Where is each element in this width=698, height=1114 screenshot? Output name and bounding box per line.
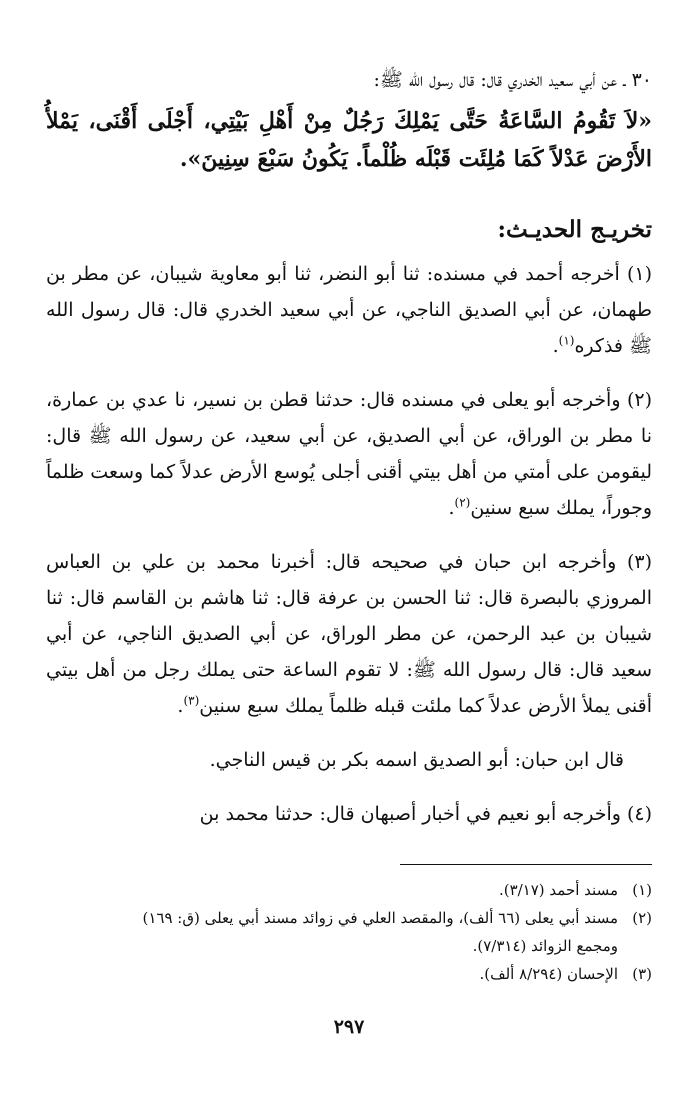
footnote-text: مسند أحمد (٣/١٧). — [498, 881, 618, 899]
hadith-quote: «لاَ تَقُومُ السَّاعَةُ حَتَّى يَمْلِكَ رَجُلٌ مِنْ أَهْلِ بَيْتِي، أَجْلَى أَقْنَى، يَمْلأُ الأَرْضَ عَدْلاً كَمَا مُلِئَت قَبْلَه ظُلْماً. يَكُونُ سَبْعَ سِنِينَ». — [46, 108, 652, 172]
footnote-1 — [46, 876, 652, 904]
section-title: تخريـج الحديـث: — [497, 216, 652, 243]
footnote-2 — [46, 904, 652, 960]
footnote-continuation: ومجمع الزوائد (٧/٣١٤). — [472, 937, 618, 955]
paragraph-text: (١) أخرجه أحمد في مسنده: ثنا أبو النضر، ثنا أبو معاوية شيبان، عن مطر بن طهمان، عن أبي الصديق الناجي، عن أبي سعيد الخدري قال: قال رسول الله ﷺ فذكره — [46, 263, 652, 357]
page-body — [46, 64, 652, 850]
footnote-3 — [46, 960, 652, 988]
ibn-hibban-note: قال ابن حبان: أبو الصديق اسمه بكر بن قيس الناجي. — [209, 749, 624, 771]
paragraph-text: (٢) وأخرجه أبو يعلى في مسنده قال: حدثنا قطن بن نسير، نا عدي بن عمارة، نا مطر بن الوراق، عن أبي الصديق، عن أبي سعيد، عن رسول الله ﷺ قال: ليقومن على أمتي من أهل بيتي أقنى أجلى يُوسع الأرض عدلاً كما وسعت ظلماً وجوراً، يملك سبع سنين — [46, 389, 652, 519]
hadith-header: ٣٠ ـ عن أبي سعيد الخدري قال: قال رسول الله ﷺ: — [373, 69, 652, 91]
takhrij-paragraph-3 — [46, 544, 652, 724]
page-number: ٢٩٧ — [333, 1016, 365, 1038]
paragraph-end: . — [448, 497, 455, 519]
footnote-text: الإحسان (٨/٢٩٤ ألف). — [479, 965, 618, 983]
paragraph-end: . — [552, 335, 559, 357]
takhrij-paragraph-4: (٤) وأخرجه أبو نعيم في أخبار أصبهان قال: حدثنا محمد بن — [199, 803, 652, 825]
takhrij-paragraph-2 — [46, 382, 652, 526]
footnote-number: (١) — [632, 881, 652, 899]
footnote-divider — [400, 864, 652, 865]
footnote-text: مسند أبي يعلى (٦٦ ألف)، والمقصد العلي في زوائد مسند أبي يعلى (ق: ١٦٩) — [142, 909, 618, 927]
footnotes — [46, 876, 652, 988]
footnote-number: (٣) — [632, 965, 652, 983]
footnote-ref-1[interactable]: (١) — [558, 333, 575, 348]
footnote-number: (٢) — [632, 909, 652, 927]
footnote-ref-2[interactable]: (٢) — [454, 495, 471, 510]
paragraph-text: (٣) وأخرجه ابن حبان في صحيحه قال: أخبرنا محمد بن علي بن العباس المروزي بالبصرة قال: ثنا الحسن بن عرفة قال: ثنا هاشم بن القاسم قال: ثنا شيبان بن عبد الرحمن، عن مطر الوراق، عن أبي الصديق الناجي، عن أبي سعيد قال: قال رسول الله ﷺ: لا تقوم الساعة حتى يملك رجل من أهل بيتي أقنى يملأ الأرض عدلاً كما ملئت قبله ظلماً يملك سبع سنين — [46, 551, 652, 717]
takhrij-paragraph-1 — [46, 256, 652, 364]
footnote-ref-3[interactable]: (٣) — [183, 693, 200, 708]
paragraph-end: . — [177, 695, 184, 717]
